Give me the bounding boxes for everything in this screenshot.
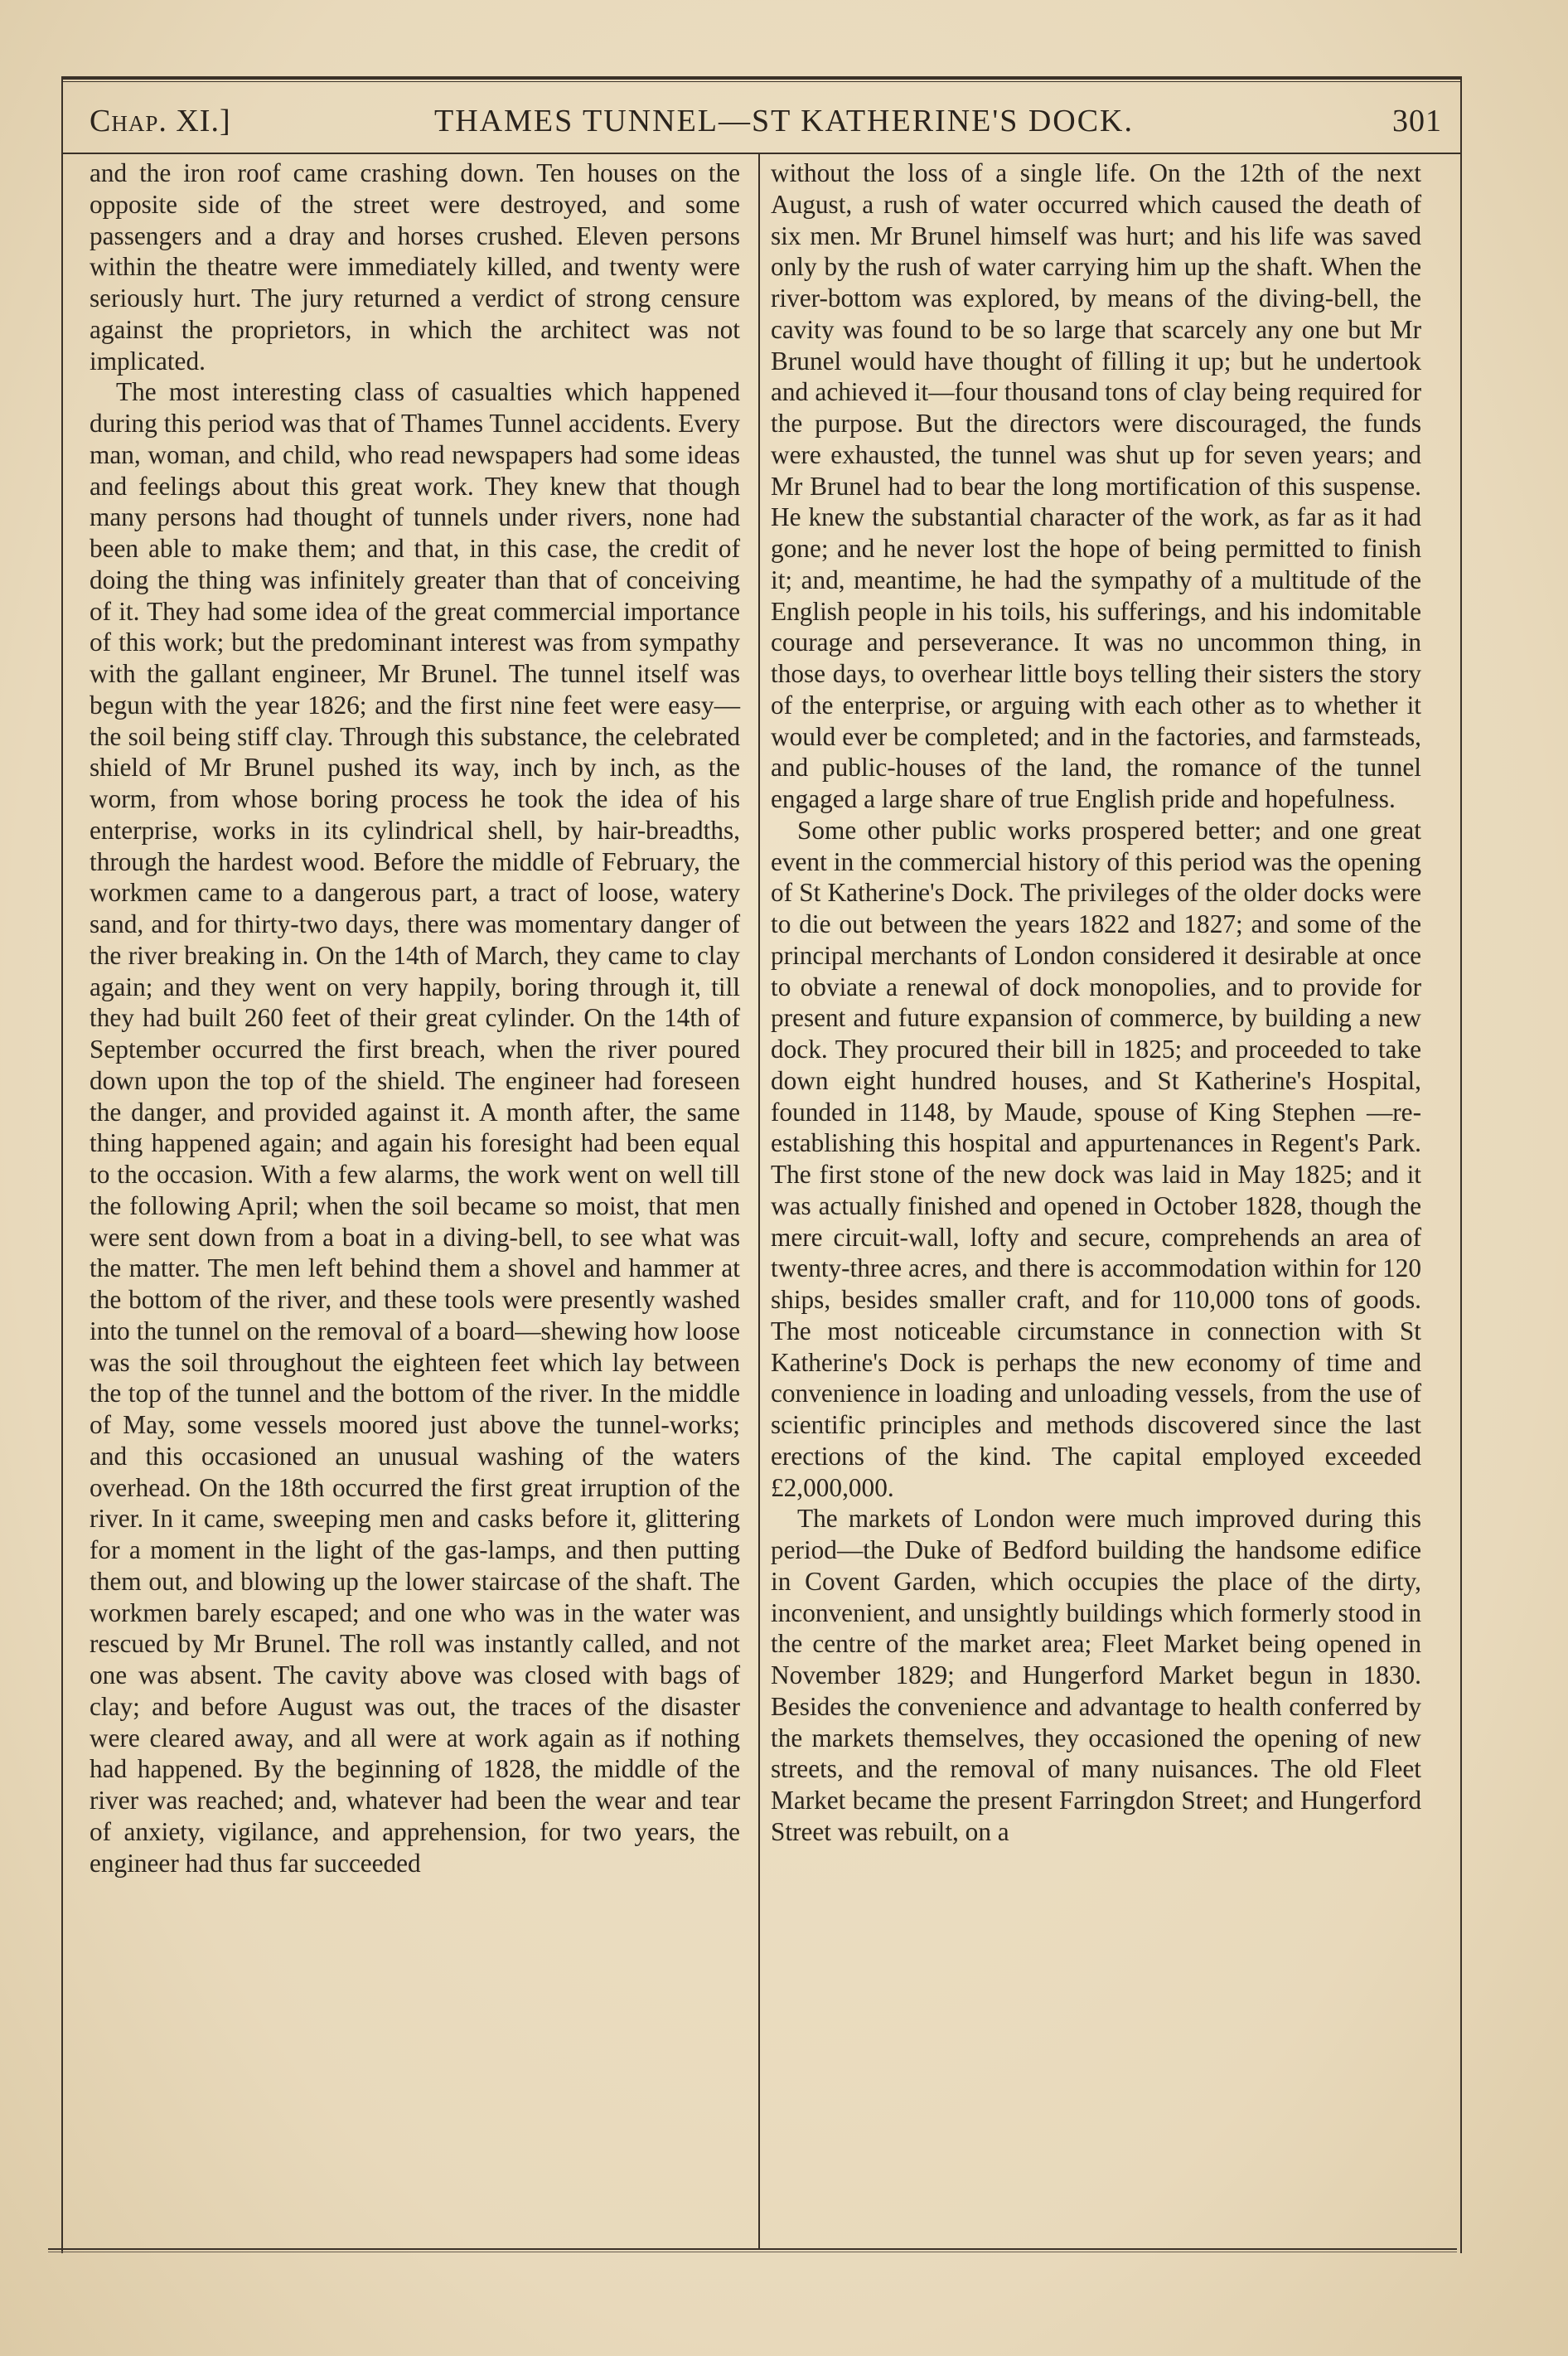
right-paragraph-1: without the loss of a single life. On the 12th of the next August, a rush of water occurred which caused the death of six men. Mr Brunel himself was hurt; and his life was saved only by the rush of water carrying him up the shaft. When the river-bottom was explored, by means of the diving-bell, the cavity was found to be so large that scarcely any one but Mr Brunel would have thought of filling it up; but he undertook and achieved it—four thousand tons of clay being required for the purpose. But the directors were discouraged, the funds were exhausted, the tunnel was shut up for seven years; and Mr Brunel had to bear the long mortification of this suspense. He knew the substantial character of the work, as far as it had gone; and he never lost the hope of being permitted to finish it; and, meantime, he had the sympathy of a multitude of the English people in his toils, his sufferings, and his indomitable courage and perseverance. It was no uncommon thing, in those days, to overhear little boys telling their sisters the story of the enterprise, or arguing with each other as to whether it would ever be completed; and in the factories, and farmsteads, and public-houses of the land, the romance of the tunnel engaged a large share of true English pride and hopefulness.	[771, 158, 1421, 813]
right-column	[771, 158, 1421, 1848]
column-divider	[758, 153, 760, 2248]
left-paragraph-1: and the iron roof came crashing down. Ten houses on the opposite side of the street were destroyed, and some passengers and a dray and horses crushed. Eleven persons within the theatre were immediately killed, and twenty were seriously hurt. The jury returned a verdict of strong censure against the proprietors, in which the architect was not implicated.	[90, 158, 740, 376]
bottom-rule	[48, 2248, 1457, 2250]
left-paragraph-2: The most interesting class of casualties which happened during this period was that of Thames Tunnel accidents. Every man, woman, and child, who read newspapers had some ideas and feelings about this great work. They knew that though many persons had thought of tunnels under rivers, none had been able to make them; and that, in this case, the credit of doing the thing was infinitely greater than that of conceiving of it. They had some idea of the great commercial importance of this work; but the predominant interest was from sympathy with the gallant engineer, Mr Brunel. The tunnel itself was begun with the year 1826; and the first nine feet were easy—the soil being stiff clay. Through this substance, the celebrated shield of Mr Brunel pushed its way, inch by inch, as the worm, from whose boring process he took the idea of his enterprise, works in its cylindrical shell, by hair-breadths, through the hardest wood. Before the middle of February, the workmen came to a dangerous part, a tract of loose, watery sand, and for thirty-two days, there was momentary danger of the river breaking in. On the 14th of March, they came to clay again; and they went on very happily, boring through it, till they had built 260 feet of their great cylinder. On the 14th of September occurred the first breach, when the river poured down upon the top of the shield. The engineer had foreseen the danger, and provided against it. A month after, the same thing happened again; and again his foresight had been equal to the occasion. With a few alarms, the work went on well till the following April; when the soil became so moist, that men were sent down from a boat in a diving-bell, to see what was the matter. The men left behind them a shovel and hammer at the bottom of the river, and these tools were presently washed into the tunnel on the removal of a board—shewing how loose was the soil throughout the eighteen feet which lay between the top of the tunnel and the bottom of the river. In the middle of May, some vessels moored just above the tunnel-works; and this occasioned an unusual washing of the waters overhead. On the 18th occurred the first great irruption of the river. In it came, sweeping men and casks before it, glittering for a moment in the light of the gas-lamps, and then putting them out, and blowing up the lower staircase of the shaft. The workmen barely escaped; and one who was in the water was rescued by Mr Brunel. The roll was instantly called, and not one was absent. The cavity above was closed with bags of clay; and before August was out, the traces of the disaster were cleared away, and all were at work again as if nothing had happened. By the beginning of 1828, the middle of the river was reached; and, whatever had been the wear and tear of anxiety, vigilance, and apprehension, for two years, the engineer had thus far succeeded	[90, 377, 740, 1878]
left-column	[90, 158, 740, 1878]
left-rule	[61, 76, 63, 2253]
right-paragraph-2: Some other public works prospered better; and one great event in the commercial history of this period was the opening of St Katherine's Dock. The privileges of the older docks were to die out between the years 1822 and 1827; and some of the principal merchants of London considered it desirable at once to obviate a renewal of dock monopolies, and to provide for present and future expansion of commerce, by building a new dock. They procured their bill in 1825; and proceeded to take down eight hundred houses, and St Katherine's Hospital, founded in 1148, by Maude, spouse of King Stephen —re-establishing this hospital and appurtenances in Regent's Park. The first stone of the new dock was laid in May 1825; and it was actually finished and opened in October 1828, though the mere circuit-wall, lofty and secure, comprehends an area of twenty-three acres, and there is accommodation within for 120 ships, besides smaller craft, and for 110,000 tons of goods. The most noticeable circumstance in connection with St Katherine's Dock is perhaps the new economy of time and convenience in loading and unloading vessels, from the use of scientific principles and methods discovered since the last erections of the kind. The capital employed exceeded £2,000,000.	[771, 815, 1421, 1502]
running-head-chapter: Chap. XI.]	[90, 104, 231, 138]
page-number: 301	[1392, 104, 1442, 138]
right-paragraph-3: The markets of London were much improved during this period—the Duke of Bedford building the handsome edifice in Covent Garden, which occupies the place of the dirty, inconvenient, and unsightly buildings which formerly stood in the centre of the market area; Fleet Market being opened in November 1829; and Hungerford Market begun in 1830. Besides the convenience and advantage to health conferred by the markets themselves, they occasioned the opening of new streets, and the removal of many nuisances. The old Fleet Market became the present Farringdon Street; and Hungerford Street was rebuilt, on a	[771, 1504, 1421, 1846]
running-head-title: THAMES TUNNEL—ST KATHERINE'S DOCK.	[433, 104, 1134, 138]
top-rule-thin	[61, 81, 1462, 82]
header-rule	[61, 153, 1462, 154]
right-rule	[1460, 76, 1462, 2253]
top-rule	[61, 76, 1462, 80]
